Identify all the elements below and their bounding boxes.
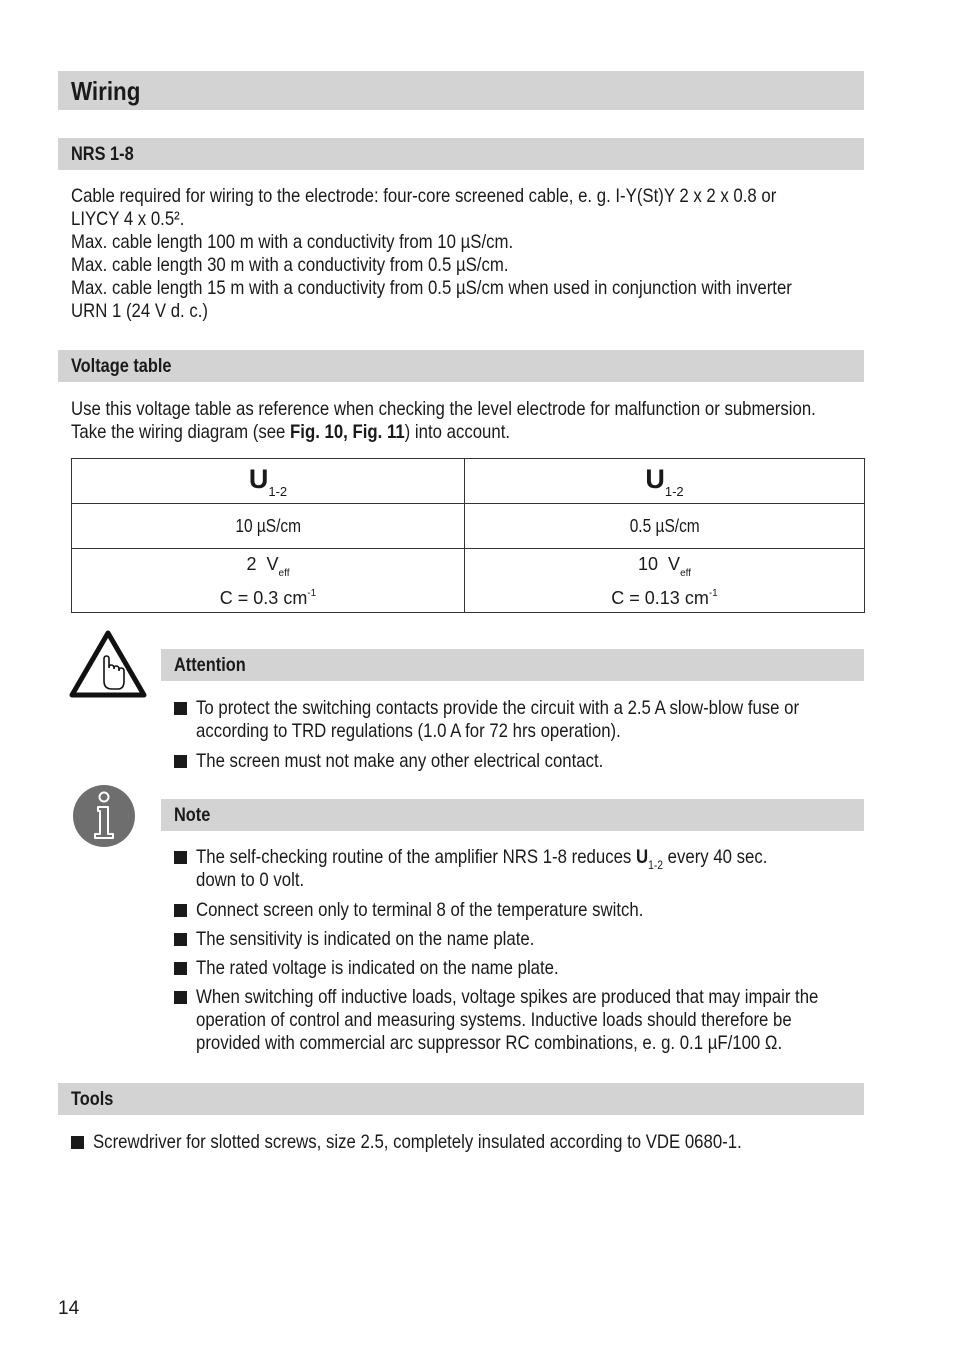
nrs-paragraph [71, 185, 909, 323]
table-header-cell: $U_{1-2}$ [72, 459, 465, 504]
list-item: Screwdriver for slotted screws, size 2.5, completely insulated according to VDE 0680-1. [71, 1131, 847, 1154]
page-title-bar [58, 71, 864, 110]
section-heading-note [161, 799, 864, 831]
bullet-square-icon [174, 755, 187, 768]
voltage-line-1: Use this voltage table as reference when checking the level electrode for malfunction or submersion. [71, 398, 816, 420]
section-heading-voltage [58, 350, 864, 382]
table-cell: 10 µS/cm [72, 504, 465, 549]
nrs-line-6: URN 1 (24 V d. c.) [71, 300, 208, 322]
table-cell: 0.5 µS/cm [465, 504, 865, 549]
list-item: The screen must not make any other electrical contact. [174, 750, 897, 773]
table-header-cell: $U_{1-2}$ [465, 459, 865, 504]
list-item: The rated voltage is indicated on the name plate. [174, 957, 920, 980]
section-heading-note-text: Note [174, 805, 211, 826]
table-row [72, 504, 865, 549]
table-cell: 2 $V_{eff}$ C = 0.3 $cm^{-1}$ [72, 549, 465, 613]
bullet-square-icon [174, 933, 187, 946]
list-item: Connect screen only to terminal 8 of the temperature switch. [174, 899, 920, 922]
section-heading-nrs [58, 138, 864, 170]
bullet-square-icon [174, 851, 187, 864]
voltage-table [71, 458, 865, 613]
warning-hand-icon [68, 629, 148, 704]
list-item: The sensitivity is indicated on the name plate. [174, 928, 920, 951]
bullet-square-icon [174, 904, 187, 917]
nrs-line-5: Max. cable length 15 m with a conductivity from 0.5 µS/cm when used in conjunction with inverter [71, 277, 792, 299]
section-heading-nrs-text: NRS 1-8 [71, 144, 134, 165]
table-row [72, 549, 865, 613]
figure-reference: Fig. 10, Fig. 11 [290, 421, 405, 443]
list-item: The self-checking routine of the amplifier NRS 1-8 reduces $U_{1-2}$ every 40 sec. down to 0 volt. [174, 846, 920, 892]
section-heading-attention-text: Attention [174, 655, 246, 676]
nrs-line-4: Max. cable length 30 m with a conductivity from 0.5 µS/cm. [71, 254, 509, 276]
voltage-paragraph [71, 398, 937, 444]
nrs-line-3: Max. cable length 100 m with a conductivity from 10 µS/cm. [71, 231, 514, 253]
list-item: To protect the switching contacts provide the circuit with a 2.5 A slow-blow fuse or according to TRD regulations (1.0 A for 72 hrs operation). [174, 697, 897, 743]
nrs-line-1: Cable required for wiring to the electrode: four-core screened cable, e. g. I-Y(St)Y 2 x 2 x 0.8 or [71, 185, 777, 207]
bullet-square-icon [71, 1136, 84, 1149]
table-header-row [72, 459, 865, 504]
page-title: Wiring [71, 76, 141, 106]
attention-list [174, 697, 897, 773]
section-heading-attention [161, 649, 864, 681]
bullet-square-icon [174, 962, 187, 975]
table-cell: 10 $V_{eff}$ C = 0.13 $cm^{-1}$ [465, 549, 865, 613]
tools-list [71, 1131, 847, 1154]
page-number: 14 [58, 1298, 80, 1319]
voltage-line-2: Take the wiring diagram (see Fig. 10, Fig. 11) into account. [71, 421, 511, 443]
note-list [174, 846, 920, 1055]
nrs-line-2: LIYCY 4 x 0.5². [71, 208, 185, 230]
section-heading-voltage-text: Voltage table [71, 356, 172, 377]
section-heading-tools [58, 1083, 864, 1115]
bullet-square-icon [174, 702, 187, 715]
info-icon [72, 784, 136, 853]
section-heading-tools-text: Tools [71, 1089, 114, 1110]
list-item: When switching off inductive loads, voltage spikes are produced that may impair the operation of control and measuring systems. Inductive loads should therefore be provided with commercial arc suppressor RC combinations, e. g. 0.1 µF/100 Ω. [174, 986, 920, 1055]
bullet-square-icon [174, 991, 187, 1004]
